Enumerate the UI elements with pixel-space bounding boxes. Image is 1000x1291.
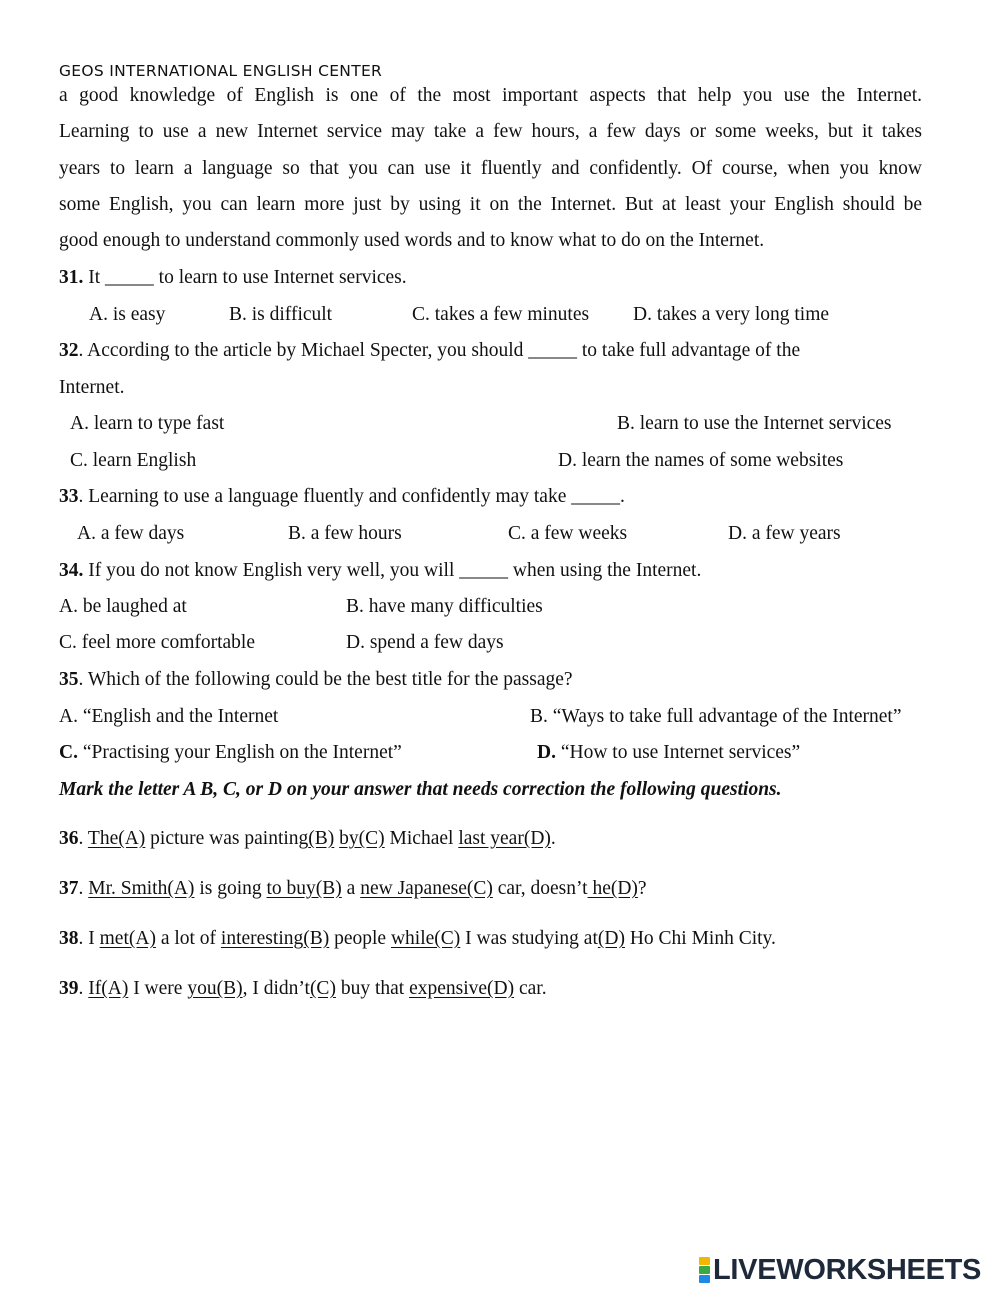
option-text: “How to use Internet services”: [555, 742, 801, 763]
passage-line: good enough to understand commonly used words and to know what to do on the Internet.: [59, 230, 765, 251]
option-a[interactable]: A. learn to type fast: [70, 413, 225, 434]
question-text-continued: Internet.: [59, 377, 125, 398]
text-part: I were: [128, 978, 188, 999]
option-c[interactable]: C. takes a few minutes: [412, 304, 590, 325]
option-a[interactable]: A. is easy: [89, 304, 166, 325]
underlined-option-b[interactable]: you(B): [187, 978, 243, 999]
option-b[interactable]: B. learn to use the Internet services: [617, 413, 892, 434]
passage-line: years to learn a language so that you can use it fluently and confidently. Of course, when you know: [59, 158, 922, 179]
text-part: .: [78, 978, 89, 999]
question-37: [59, 878, 647, 900]
section-instruction: Mark the letter A B, C, or D on your answer that needs correction the following questions.: [59, 779, 782, 800]
question-text: . Learning to use a language fluently and confidently may take _____.: [78, 486, 625, 507]
passage-line: a good knowledge of English is one of the most important aspects that help you use the Internet.: [59, 85, 922, 106]
text-part: people: [329, 928, 391, 949]
option-b[interactable]: B. have many difficulties: [346, 596, 543, 617]
option-c[interactable]: C. learn English: [70, 450, 197, 471]
option-a[interactable]: A. “English and the Internet: [59, 706, 279, 727]
text-part: car, doesn’t: [492, 878, 588, 899]
liveworksheets-logo[interactable]: [699, 1254, 981, 1286]
option-c[interactable]: C. feel more comfortable: [59, 632, 255, 653]
text-part: . I: [78, 928, 100, 949]
text-part: a lot of: [155, 928, 221, 949]
text-part: I was studying at: [460, 928, 598, 949]
underlined-option-a[interactable]: Mr. Smith(A): [88, 878, 195, 899]
text-part: picture was painting: [145, 828, 309, 849]
option-letter: C.: [59, 742, 78, 763]
text-part: is going: [194, 878, 267, 899]
underlined-option-c[interactable]: by(C): [339, 828, 385, 849]
option-b[interactable]: B. a few hours: [288, 523, 402, 544]
question-number: 33: [59, 486, 79, 507]
text-part: Ho Chi Minh City.: [624, 928, 776, 949]
text-part: car.: [514, 978, 547, 999]
text-part: ?: [637, 878, 647, 899]
option-letter: D.: [537, 742, 556, 763]
option-b[interactable]: B. “Ways to take full advantage of the Internet”: [530, 706, 902, 727]
question-number: 34.: [59, 560, 84, 581]
question-number: 36: [59, 828, 79, 849]
underlined-option-d[interactable]: last year(D): [458, 828, 551, 849]
logo-text: LIVEWORKSHEETS: [713, 1253, 982, 1286]
underlined-option-b[interactable]: (B): [308, 828, 335, 849]
underlined-option-d[interactable]: (D): [597, 928, 625, 949]
question-31: [59, 267, 407, 289]
text-part: buy that: [335, 978, 410, 999]
question-34: [59, 560, 701, 582]
option-a[interactable]: A. a few days: [77, 523, 185, 544]
option-d[interactable]: [537, 742, 800, 764]
underlined-option-a[interactable]: The(A): [87, 828, 146, 849]
underlined-option-d[interactable]: expensive(D): [409, 978, 515, 999]
option-d[interactable]: D. spend a few days: [346, 632, 504, 653]
underlined-option-d[interactable]: he(D): [587, 878, 638, 899]
question-text: It _____ to learn to use Internet services.: [83, 267, 407, 288]
question-39: [59, 978, 547, 1000]
option-d[interactable]: D. learn the names of some websites: [558, 450, 844, 471]
option-c[interactable]: [59, 742, 402, 764]
underlined-option-b[interactable]: to buy(B): [266, 878, 342, 899]
option-b[interactable]: B. is difficult: [229, 304, 333, 325]
question-38: [59, 928, 776, 950]
text-part: Michael: [384, 828, 459, 849]
text-part: .: [78, 828, 88, 849]
underlined-option-c[interactable]: (C): [309, 978, 336, 999]
logo-blocks-icon: [699, 1257, 710, 1283]
question-body: [79, 928, 776, 949]
passage-line: some English, you can learn more just by using it on the Internet. But at least your English should be: [59, 194, 922, 215]
question-body: [79, 978, 547, 999]
underlined-option-c[interactable]: while(C): [390, 928, 461, 949]
question-32: [59, 340, 800, 362]
question-text: If you do not know English very well, you will _____ when using the Internet.: [83, 560, 702, 581]
passage-line: Learning to use a new Internet service may take a few hours, a few days or some weeks, but it takes: [59, 121, 922, 142]
text-part: a: [341, 878, 361, 899]
underlined-option-c[interactable]: new Japanese(C): [360, 878, 493, 899]
question-number: 31.: [59, 267, 84, 288]
underlined-option-a[interactable]: If(A): [88, 978, 129, 999]
option-d[interactable]: D. takes a very long time: [633, 304, 830, 325]
underlined-option-b[interactable]: interesting(B): [220, 928, 330, 949]
text-part: .: [78, 878, 89, 899]
option-d[interactable]: D. a few years: [728, 523, 841, 544]
question-number: 32: [59, 340, 79, 361]
question-number: 38: [59, 928, 79, 949]
question-33: [59, 486, 625, 508]
question-number: 39: [59, 978, 79, 999]
question-36: [59, 828, 556, 850]
question-number: 35: [59, 669, 79, 690]
question-text: . Which of the following could be the best title for the passage?: [78, 669, 573, 690]
center-header: GEOS INTERNATIONAL ENGLISH CENTER: [59, 62, 383, 80]
option-c[interactable]: C. a few weeks: [508, 523, 628, 544]
option-text: “Practising your English on the Internet”: [77, 742, 402, 763]
text-part: .: [550, 828, 556, 849]
underlined-option-a[interactable]: met(A): [99, 928, 156, 949]
text-part: , I didn’t: [242, 978, 310, 999]
question-35: [59, 669, 573, 691]
question-text: . According to the article by Michael Specter, you should _____ to take full advantage of the: [78, 340, 801, 361]
option-a[interactable]: A. be laughed at: [59, 596, 187, 617]
question-number: 37: [59, 878, 79, 899]
